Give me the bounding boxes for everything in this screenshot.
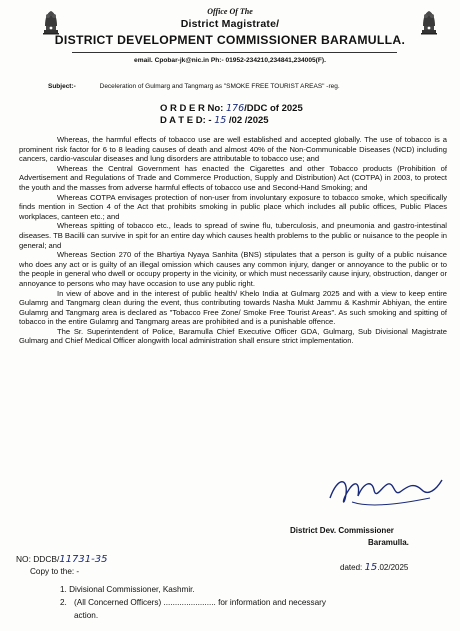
subject-line xyxy=(48,83,340,90)
copy-to-label: Copy to the: - xyxy=(30,567,80,576)
contact-line: email. Cpobar-jk@nic.in Ph:- 01952-234210,234841,234005(F). xyxy=(134,57,326,64)
subject-text: Deceleration of Gulmarg and Tangmarg as "SMOKE FREE TOURIST AREAS" -reg. xyxy=(99,83,340,90)
paragraph-implementation: The Sr. Superintendent of Police, Baramulla Chief Executive Officer GDA, Gulmarg, Sub Divisional Magistrate Gulmarg and Chief Medical Officer alongwith local administration shall ensure strict implementation. xyxy=(19,326,447,346)
paragraph-bns-270: Whereas Section 270 of the Bhartiya Nyaya Sanhita (BNS) stipulates that a person is guilty of a public nuisance who does any act or is guilty of an illegal omission which causes any common injury, danger or annoyance to the public or to the people in general who dwell or occupy property in the vicinity, or which must necessarily cause injury, obstruction, danger or annoyance to persons who may have occasion to use any public right. xyxy=(19,250,447,288)
dated-handwritten: 15 xyxy=(214,115,227,126)
copy-item-1: 1. Divisional Commissioner, Kashmir. xyxy=(60,585,195,594)
signature-date xyxy=(340,562,408,573)
office-of-heading: Office Of The xyxy=(207,7,253,16)
dated-suffix: /02 /2025 xyxy=(228,115,269,126)
paragraph-declaration: In view of above and in the interest of public health/ Khelo India at Gulmarg 2025 and with a view to keep entire Gulamrg and Tangmarg clean during the event, thus contributing towards Nasha Mukt Jammu & Kashmir Abhiyan, the entire Gulamrg and Tangmarg area is declared as "Tobacco Free Zone/ Smoke Free Tourist Areas". As such smoking and spitting of tobacco in the entire Gulamrg and Tangmarg areas are prohibited and is a punishable offence. xyxy=(19,288,447,327)
signature-dated-label: dated: xyxy=(340,563,363,572)
dispatch-number xyxy=(16,554,107,565)
paragraph-tobacco-harm: Whereas, the harmful effects of tobacco use are well established and accepted globally. The use of tobacco is a prominent risk factor for 6 to 8 leading causes of death and almost 40% of the Non-Communicable Diseases (NCD) including cancers, cardio-vascular diseases and lung disorders are attributable to tobacco use; and xyxy=(19,135,447,164)
ddc-heading: DISTRICT DEVELOPMENT COMMISSIONER BARAMULLA. xyxy=(54,33,406,47)
dispatch-label: NO: DDCB/ xyxy=(16,554,60,564)
paragraph-cotpa-act: Whereas the Central Government has enacted the Cigarettes and other Tobacco products (Prohibition of Advertisement and Regulations of Trade and Commerce Production, Supply and Distribution) Act (COTPA) in 2003, to protect the youth and the masses from adverse harmful effects of tobacco use and Second-Hand Smoking; and xyxy=(19,163,447,192)
dispatch-number-handwritten: 11731-35 xyxy=(59,554,108,565)
copy-item-2-number: 2. xyxy=(60,598,67,607)
order-suffix: /DDC of 2025 xyxy=(244,103,303,114)
handwritten-signature xyxy=(290,468,450,528)
signatory-title: District Dev. Commissioner xyxy=(290,526,394,535)
order-date xyxy=(160,115,269,126)
copy-item-2: (All Concerned Officers) ....................... for information and necessary xyxy=(74,598,326,607)
subject-label: Subject:- xyxy=(48,83,76,90)
magistrate-heading: District Magistrate/ xyxy=(180,18,280,30)
order-label: O R D E R No: xyxy=(160,103,224,114)
paragraph-cotpa-protection: Whereas COTPA envisages protection of non-user from involuntary exposure to tobacco smoke, which specifically finds mention in Section 4 of the Act that prohibits smoking in public place which includes all public offices, Public Places workplaces, canteen etc.; and xyxy=(19,192,447,221)
order-number xyxy=(160,103,303,114)
signature-dated-handwritten: 15 xyxy=(364,562,378,573)
paragraph-spitting: Whereas spitting of tobacco etc., leads to spread of swine flu, tuberculosis, and pneumonia and gastro-intestinal diseases. TB Bacilli can survive in spit for an entire day which causes health problems to the public or nuisance to the people in general; and xyxy=(19,221,447,250)
signature-dated-suffix: .02/2025 xyxy=(377,563,409,572)
order-number-handwritten: 176 xyxy=(225,103,245,114)
order-body xyxy=(19,135,447,346)
header-divider xyxy=(72,52,397,53)
signatory-place: Baramulla. xyxy=(368,538,409,547)
copy-item-2-continuation: action. xyxy=(74,611,99,620)
dated-label: D A T E D: - xyxy=(160,115,212,126)
